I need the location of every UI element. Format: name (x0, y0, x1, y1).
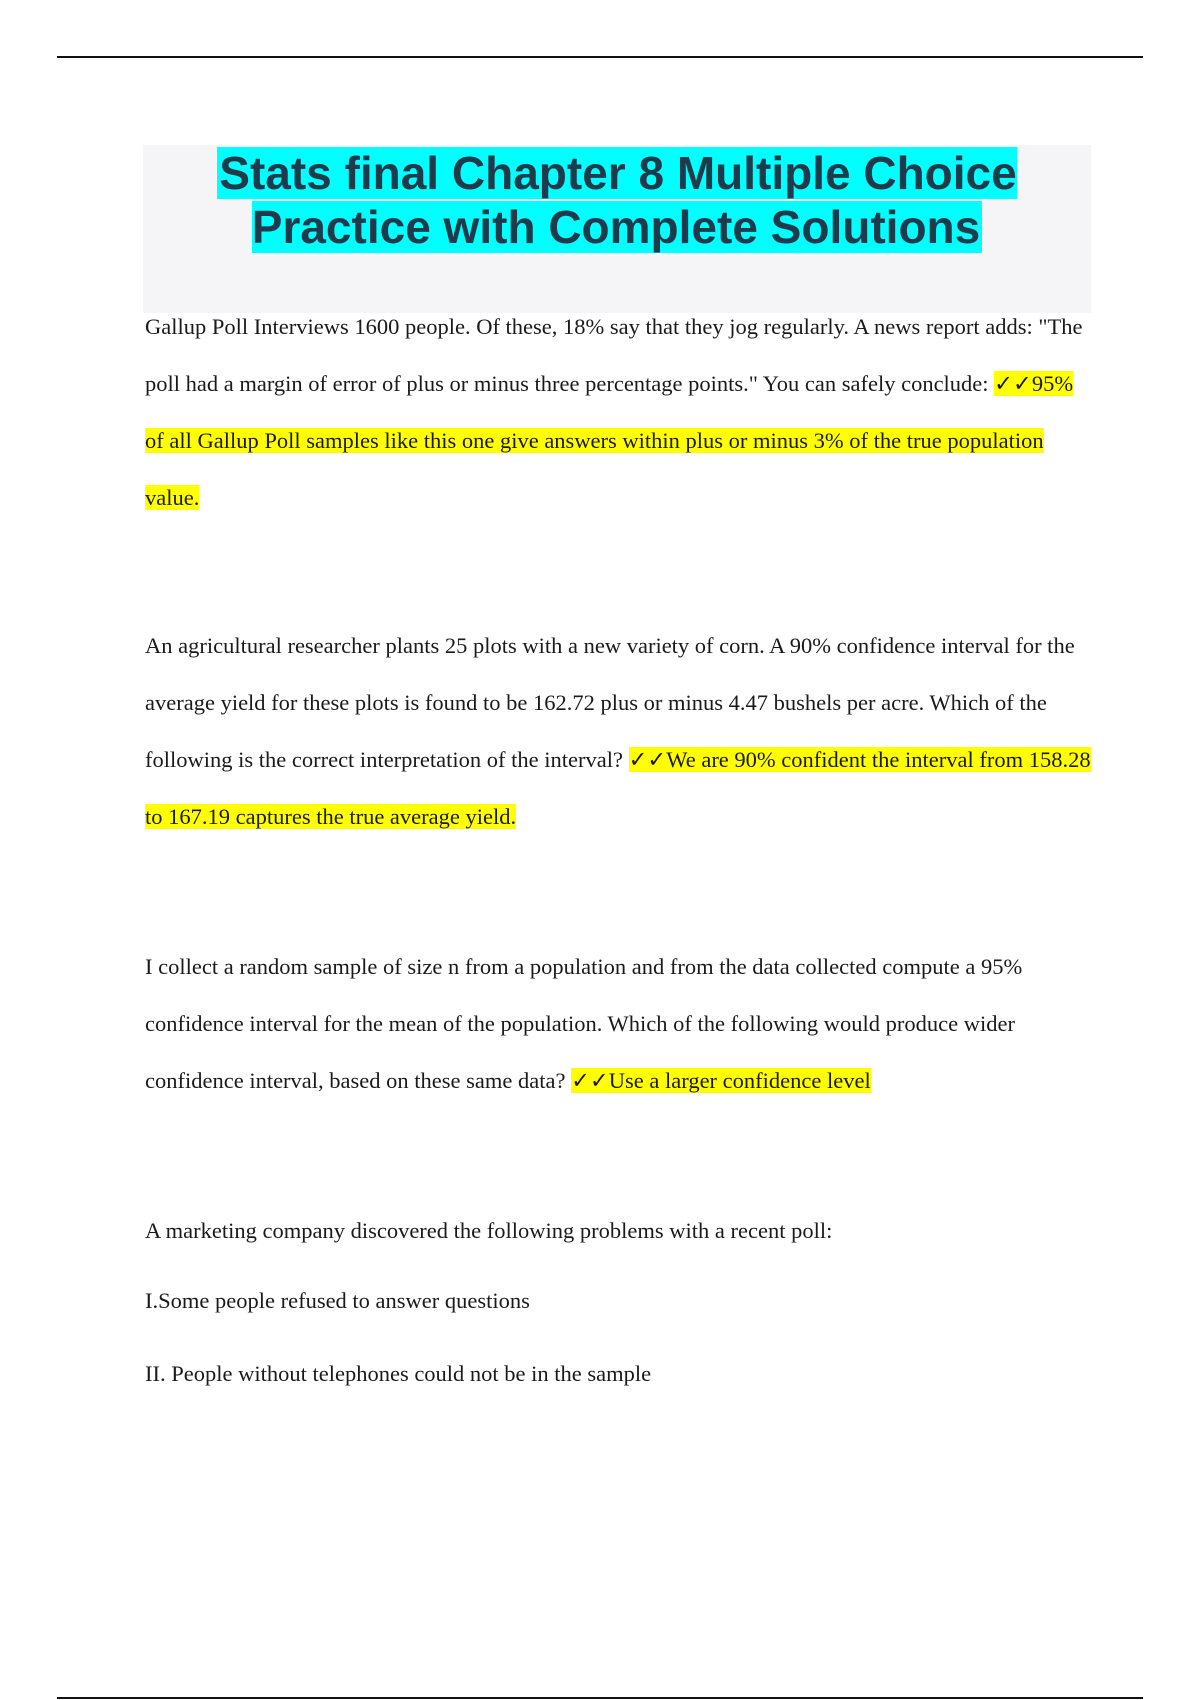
question-1-answer: ✓✓95% of all Gallup Poll samples like this one give answers within plus or minus 3% of the true population value. (145, 371, 1074, 510)
document-title (143, 146, 1091, 254)
question-2-answer: ✓✓We are 90% confident the interval from 158.28 to 167.19 captures the true average yield. (145, 747, 1091, 829)
question-3-prompt: I collect a random sample of size n from a population and from the data collected compute a 95% confidence interval for the mean of the population. Which of the following would produce wider confidence interval, based on these same data? (145, 954, 1023, 1093)
question-1-prompt: Gallup Poll Interviews 1600 people. Of these, 18% say that they jog regularly. A news report adds: "The poll had a margin of error of plus or minus three percentage points." You can safely conclude: (145, 314, 1083, 396)
question-4-option-2: II. People without telephones could not be in the sample (145, 1361, 652, 1386)
question-4 (145, 1202, 1095, 1259)
question-3-answer: ✓✓Use a larger confidence level (571, 1068, 871, 1093)
question-4-option-1: I.Some people refused to answer questions (145, 1288, 530, 1313)
bottom-rule (57, 1697, 1143, 1699)
question-2-prompt: An agricultural researcher plants 25 plots with a new variety of corn. A 90% confidence interval for the average yield for these plots is found to be 162.72 plus or minus 4.47 bushels per acre. Which of the following is the correct interpretation of the interval? (145, 633, 1075, 772)
question-4-prompt: A marketing company discovered the following problems with a recent poll: (145, 1218, 833, 1243)
document-title-text: Stats final Chapter 8 Multiple Choice Practice with Complete Solutions (219, 147, 1017, 253)
question-1 (145, 298, 1095, 526)
question-3 (145, 938, 1095, 1109)
question-2 (145, 617, 1095, 845)
top-rule (57, 56, 1143, 58)
